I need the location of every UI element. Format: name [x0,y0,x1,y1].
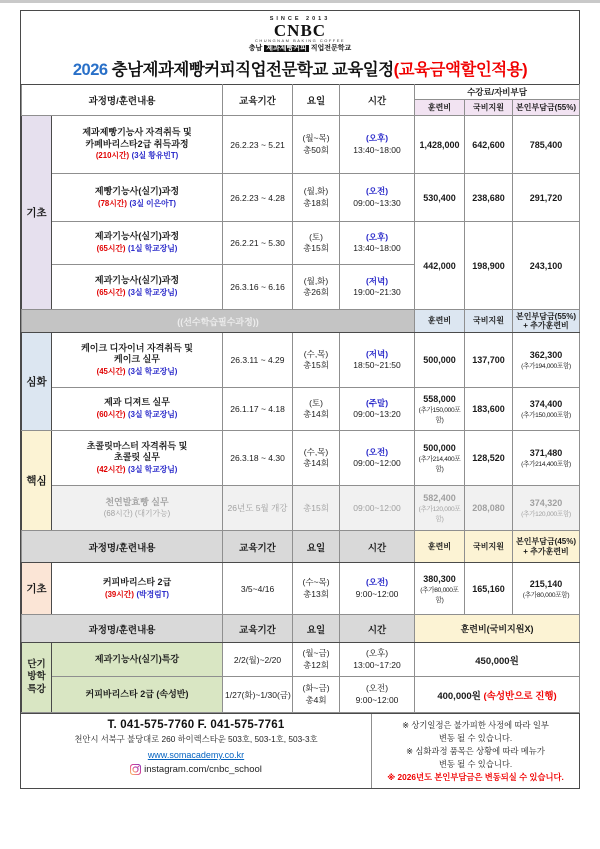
course-name-line2: 초콜릿 실무 [114,452,160,463]
period-cell: 26.3.11 ~ 4.29 [223,333,293,388]
course-name-line1: 제빵기능사(실기)과정 [94,185,180,196]
course-teacher: (3실 학교장님) [128,464,178,474]
period-cell: 26.3.18 ~ 4.30 [223,431,293,486]
course-meta [54,409,220,421]
course-name-cell [52,388,223,431]
prerequisite-band: ((선수학습필수과정)) [22,310,415,333]
fee1-cell [415,563,465,615]
header-fee2: 국비지원 [465,100,513,116]
time-cell [340,677,415,713]
time-cell [340,388,415,431]
fee3-cell: 291,720 [513,174,580,222]
course-hours: (42시간) [96,464,126,474]
band-fee1-header: 훈련비 [415,310,465,333]
fee1-cell: 530,400 [415,174,465,222]
course-name-cell: 제과기능사(실기)특강 [52,643,223,677]
course-teacher: (3실 학교장님) [128,288,178,298]
course-name-line1: 케이크 디자이너 자격취득 및 [81,342,193,353]
day-cell [293,174,340,222]
note-1-line2: 변동 될 수 있습니다. [438,732,513,743]
day-range: (수~목) [302,577,330,588]
course-name-line1: 초콜릿마스터 자격취득 및 [86,440,188,451]
fee3-cell: 785,400 [513,116,580,174]
course-hours: (39시간) [105,589,134,599]
fee3-amount: 374,400 [529,399,563,410]
course-name-line1: 커피바리스타 2급 [102,576,172,587]
note-3-red: ※ 2026년도 본인부담금은 변동되실 수 있습니다. [387,771,564,782]
course-hours: (65시간) [96,288,126,298]
time-range: 13:00~17:20 [353,659,401,670]
section-label-vacation-special [22,643,52,713]
day-cell [293,116,340,174]
time-range: 09:00~12:00 [353,458,401,469]
time-cell [340,563,415,615]
note-2-line1: ※ 심화과정 품목은 상황에 따라 메뉴가 [406,745,545,756]
footer [21,713,579,788]
instagram-line [23,764,369,775]
day-count: 총15회 [303,360,329,371]
course-meta [54,366,220,378]
time-period: (오전) [365,683,389,694]
fee3-amount: 215,140 [529,578,563,589]
day-count: 총50회 [303,144,329,155]
course-name-cell [52,265,223,310]
period-cell: 26.2.23 ~ 4.28 [223,174,293,222]
band-fee3-header: 본인부담금(55%) + 추가훈련비 [513,310,580,333]
course-meta [54,243,220,255]
day-count: 총18회 [303,197,329,208]
course-meta [54,287,220,299]
fee-amount: 400,000원 [437,690,484,702]
day-count: 총14회 [303,409,329,420]
fee1-amount: 582,400 [423,493,456,504]
time-range: 9:00~12:00 [355,588,399,599]
fee1-cell [415,388,465,431]
fee3-extra: (추가80,000포함) [522,591,570,599]
fee2-cell: 137,700 [465,333,513,388]
day-range: (월~금) [302,648,330,659]
course-name-cell [52,563,223,615]
title-main: 충남제과제빵커피직업전문학교 교육일정 [107,61,394,80]
time-period: (저녁) [365,275,389,286]
header3-day: 요일 [293,615,340,643]
fee1-amount: 500,000 [423,443,456,454]
time-cell [340,643,415,677]
time-cell [340,333,415,388]
note-1-line1: ※ 상기일정은 불가피한 사정에 따라 일부 [402,720,549,731]
course-name-cell: 커피바리스타 2급 (속성반) [52,677,223,713]
time-range: 09:00~13:30 [353,197,401,208]
header3-time: 시간 [340,615,415,643]
time-range: 9:00~12:00 [355,694,399,705]
day-range: (화~금) [302,683,330,694]
course-meta [54,464,220,476]
page-title [21,53,579,84]
day-range: (토) [309,231,323,242]
fee1-extra: (추가120,000포함) [418,506,461,524]
fee1-amount: 380,300 [423,573,456,584]
logo-since-text: SINCE 2013 [269,16,331,22]
course-name-line2: 케이크 실무 [114,354,160,365]
course-name-cell [52,333,223,388]
logo-school-mid: 제과제빵커피 [266,45,307,53]
logo-school-pre: 충남 [248,45,263,53]
time-cell [340,265,415,310]
fee1-cell: 1,428,000 [415,116,465,174]
time-cell [340,116,415,174]
header-day: 요일 [293,85,340,116]
period-cell: 26.2.23 ~ 5.21 [223,116,293,174]
fee3-extra: (추가194,000포함) [521,363,571,371]
period-cell: 26.2.21 ~ 5.30 [223,222,293,265]
footer-notes [371,714,579,788]
header-period: 교육기간 [223,85,293,116]
document-frame [20,10,580,789]
logo-school-name [21,45,579,53]
fee1-extra: (추가80,000포함) [420,586,459,604]
address: 천안시 서북구 불당대로 260 하이렉스타운 503호, 503-1호, 503-3호 [74,734,318,745]
section-label-core: 핵심 [22,431,52,531]
day-cell [293,222,340,265]
fee1-extra: (추가150,000포함) [418,407,461,425]
header2-fee2: 국비지원 [465,531,513,563]
logo-cnbc-wordmark: CNBC [273,21,327,41]
fee2-cell: 128,520 [465,431,513,486]
fee3-amount: 371,480 [529,448,563,459]
day-count: 총26회 [303,287,329,298]
section-label-basic: 기초 [22,116,52,310]
course-name-cell [52,486,223,531]
page-top-edge [0,0,600,3]
header2-time: 시간 [340,531,415,563]
course-teacher: (3실 황유빈T) [131,151,179,161]
day-cell [293,265,340,310]
day-cell [293,563,340,615]
time-range: 13:40~18:00 [353,243,401,254]
day-range: (토) [309,397,323,408]
period-cell: 26년도 5월 개강 [223,486,293,531]
fee2-cell: 238,680 [465,174,513,222]
fee3-extra: (추가120,000포함) [521,511,571,519]
course-teacher: (1실 학교장님) [128,244,178,254]
title-discount-note: (교육금액할인적용) [393,61,528,80]
time-range: 09:00~13:20 [353,409,401,420]
time-period: (오후) [365,133,389,144]
time-period: (저녁) [365,348,389,359]
section-label-basic-coffee: 기초 [22,563,52,615]
course-teacher: (3실 이은아T) [129,198,177,208]
period-cell: 1/27(화)~1/30(금) [223,677,293,713]
header2-fee3: 본인부담금(45%) + 추가훈련비 [513,531,580,563]
fee1-amount: 558,000 [423,394,456,405]
time-cell [340,431,415,486]
fee-cell [415,677,580,713]
course-hours: (60시간) [96,410,126,420]
fee3-cell [513,563,580,615]
course-teacher: (3실 학교장님) [128,410,178,420]
course-hours: (45시간) [96,366,126,376]
header3-fee: 훈련비(국비지원X) [415,615,580,643]
course-teacher: (3실 학교장님) [128,366,178,376]
header-fee3: 본인부담금(55%) [513,100,580,116]
title-year: 2026 [72,61,108,80]
time-period: (오후) [365,648,389,659]
course-hours: (65시간) [96,244,126,254]
fee2-cell: 642,600 [465,116,513,174]
day-range: (월,화) [303,275,329,286]
time-cell: 09:00~12:00 [340,486,415,531]
day-cell [293,388,340,431]
fee3-extra: (추가150,000포함) [521,412,571,420]
course-name-line1: 제과기능사(실기)과정 [94,231,180,242]
time-period: (오전) [365,577,389,588]
fee2-cell: 183,600 [465,388,513,431]
day-range: (수,목) [303,446,329,457]
course-meta [54,589,220,601]
header2-day: 요일 [293,531,340,563]
day-count: 총12회 [303,659,329,670]
course-name-cell [52,116,223,174]
fee1-cell [415,486,465,531]
header3-period: 교육기간 [223,615,293,643]
course-name-cell [52,431,223,486]
day-count: 총4회 [305,694,327,705]
section-label-advanced: 심화 [22,333,52,431]
header-course-name: 과정명/훈련내용 [22,85,223,116]
day-count: 총13회 [303,588,329,599]
header2-course-name: 과정명/훈련내용 [22,531,223,563]
day-range: (수,목) [303,348,329,359]
day-cell: 총15회 [293,486,340,531]
time-period: (주말) [365,397,389,408]
day-count: 총14회 [303,458,329,469]
day-count: 총15회 [303,243,329,254]
day-range: (월~목) [302,133,330,144]
course-name-line1: 제과제빵기능사 자격취득 및 [82,127,192,138]
period-cell: 2/2(월)~2/20 [223,643,293,677]
section-label-line3: 특강 [27,683,46,695]
band-fee2-header: 국비지원 [465,310,513,333]
course-name-line2: 카페바리스타2급 취득과정 [85,138,189,149]
time-range: 18:50~21:50 [353,360,401,371]
course-meta [54,198,220,210]
period-cell: 26.1.17 ~ 4.18 [223,388,293,431]
fee3-amount: 374,320 [529,498,563,509]
period-cell: 26.3.16 ~ 6.16 [223,265,293,310]
fee3-cell [513,333,580,388]
fee-cell: 450,000원 [415,643,580,677]
fee2-cell: 165,160 [465,563,513,615]
instagram-icon [130,764,141,775]
fee3-extra: (추가214,400포함) [521,461,571,469]
header2-fee1: 훈련비 [415,531,465,563]
logo-school-post: 직업전문학교 [310,45,352,53]
school-logo [21,11,579,53]
schedule-table [21,84,580,713]
course-hours: (210시간) [95,151,130,161]
time-cell [340,222,415,265]
fee3-amount: 362,300 [529,350,563,361]
course-name-line1: 제과 디져트 실무 [104,397,170,408]
fee1-cell: 442,000 [415,222,465,310]
phone-fax: T. 041-575-7760 F. 041-575-7761 [107,719,285,732]
time-period: (오후) [365,231,389,242]
fee1-extra: (추가214,400포함) [418,456,461,474]
instagram-handle[interactable]: instagram.com/cnbc_school [144,764,262,776]
footer-contact [21,714,371,788]
header-time: 시간 [340,85,415,116]
header-fee1: 훈련비 [415,100,465,116]
fee-note-red: (속성반으로 진행) [483,690,557,702]
day-cell [293,431,340,486]
course-name-line2: (68시간) (대기가능) [103,508,171,518]
day-cell [293,677,340,713]
fee3-cell [513,388,580,431]
fee3-cell: 243,100 [513,222,580,310]
course-meta [54,150,220,162]
course-name-cell [52,174,223,222]
section-label-line2: 방학 [27,671,46,683]
course-name-cell [52,222,223,265]
header-fee-group: 수강료/자비부담 [415,85,580,100]
time-range: 13:40~18:00 [353,144,401,155]
course-name-line1: 제과기능사(실기)과정 [94,275,180,286]
period-cell: 3/5~4/16 [223,563,293,615]
header2-period: 교육기간 [223,531,293,563]
time-period: (오전) [365,186,389,197]
fee3-cell [513,486,580,531]
header3-course-name: 과정명/훈련내용 [22,615,223,643]
logo-english-subtitle: CHUNGNAM BAKING COFFEE [254,38,346,44]
fee1-cell: 500,000 [415,333,465,388]
time-cell [340,174,415,222]
website-link[interactable]: www.somacademy.co.kr [147,750,245,761]
day-cell [293,333,340,388]
day-cell [293,643,340,677]
section-label-line1: 단기 [27,659,46,671]
fee2-cell: 208,080 [465,486,513,531]
day-range: (월,화) [303,186,329,197]
course-teacher: (박경림T) [136,589,170,599]
time-period: (오전) [365,446,389,457]
course-name-line1: 천연발효빵 실무 [105,497,169,508]
fee2-cell: 198,900 [465,222,513,310]
course-hours: (78시간) [97,198,127,208]
fee1-cell [415,431,465,486]
fee3-cell [513,431,580,486]
note-2-line2: 변동 될 수 있습니다. [438,758,513,769]
time-range: 19:00~21:30 [353,287,401,298]
